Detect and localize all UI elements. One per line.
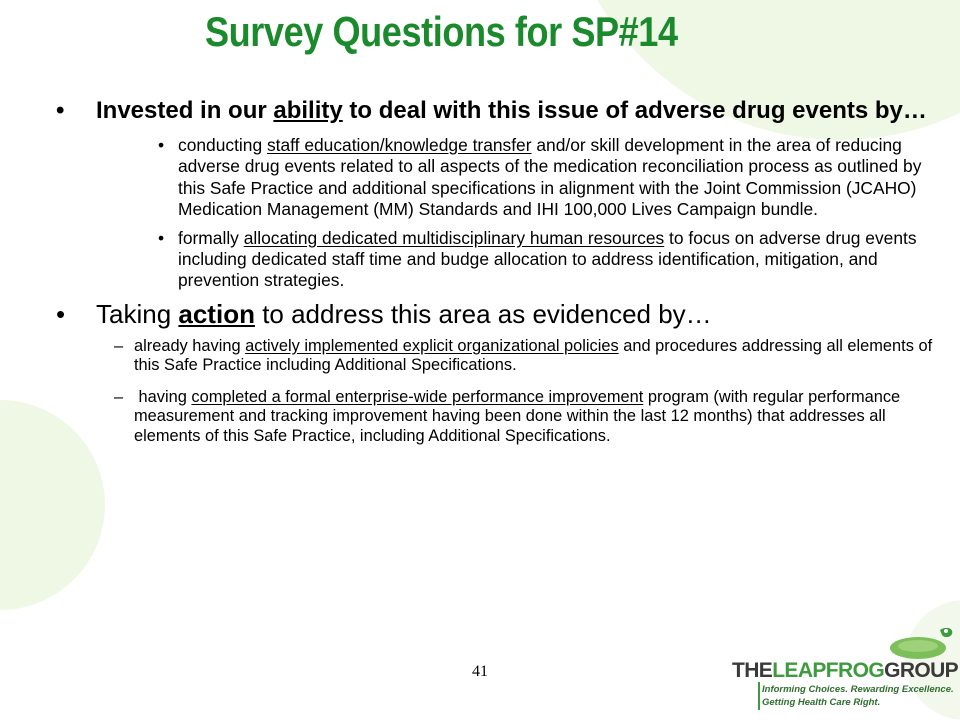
logo-tagline-2: Getting Health Care Right. <box>762 697 881 708</box>
sub-bullet-policies <box>56 337 936 375</box>
sub-bullet-underlined-term: completed a formal enterprise-wide performance improvement <box>191 388 644 407</box>
sub-bullet-marker: • <box>158 135 165 155</box>
sub-bullet-staff-education <box>56 135 936 221</box>
sub-bullet-text-pre: conducting <box>178 135 267 155</box>
bullet-invested <box>56 96 936 125</box>
sub-bullet-marker: • <box>158 227 165 248</box>
sub-bullet-text-post: to focus on adverse drug events including dedicated staff time and budge allocation to address identification, mitigation, and prevention strategies. <box>178 227 917 291</box>
sub-bullet-allocating-resources <box>56 228 936 292</box>
bullet-taking-action <box>56 299 936 329</box>
logo-word-suffix: GROUP <box>884 659 959 682</box>
sub-bullet-text-post: and/or skill development in the area of reducing adverse drug events related to all aspects of the medication reconciliation process as outlined by this Safe Practice and additional specifications in alignment with the Joint Commission (JCAHO) Medication Management (MM) Standards and IHI 100,000 Lives Campaign bundle. <box>178 135 922 220</box>
slide-content <box>56 96 936 459</box>
bullet-text-pre: Invested in our <box>96 97 274 124</box>
bullet-marker: • <box>56 298 66 329</box>
bullet-text-post: to address this area as evidenced by… <box>254 298 712 329</box>
bullet-text-pre: Taking <box>96 298 179 329</box>
dash-marker: – <box>114 336 124 355</box>
sub-bullet-underlined-term: staff education/knowledge transfer <box>266 135 532 155</box>
sub-bullet-text-post: and procedures addressing all elements of this Safe Practice including Additional Specifications. <box>134 336 933 375</box>
bullet-underlined-term: ability <box>273 97 343 124</box>
bullet-underlined-term: action <box>178 298 255 329</box>
bullet-text-post: to deal with this issue of adverse drug events by… <box>342 97 927 124</box>
page-number: 41 <box>472 663 488 680</box>
logo-tagline-1: Informing Choices. Rewarding Excellence. <box>762 684 954 695</box>
sub-bullet-text-post: program (with regular performance measurement and tracking improvement having been done within the last 12 months) that addresses all elements of this Safe Practice, including Additional Specifications. <box>134 388 901 445</box>
logo-word-main: LEAPFROG <box>772 659 885 682</box>
sub-bullet-text-pre: formally <box>178 227 244 248</box>
logo-word-prefix: THE <box>732 659 773 682</box>
leapfrog-logo <box>728 618 960 714</box>
sub-bullet-underlined-term: actively implemented explicit organizational policies <box>245 336 619 355</box>
logo-divider <box>758 682 760 710</box>
sub-bullet-text-pre: having <box>134 388 192 407</box>
bullet-marker: • <box>56 97 65 124</box>
slide-title: Survey Questions for SP#14 <box>205 8 678 55</box>
dash-marker: – <box>114 388 124 407</box>
sub-bullet-performance-program <box>56 388 936 446</box>
leapfrog-wordmark <box>732 659 958 683</box>
sub-bullet-text-pre: already having <box>134 336 246 355</box>
sub-bullet-underlined-term: allocating dedicated multidisciplinary human resources <box>243 227 665 248</box>
